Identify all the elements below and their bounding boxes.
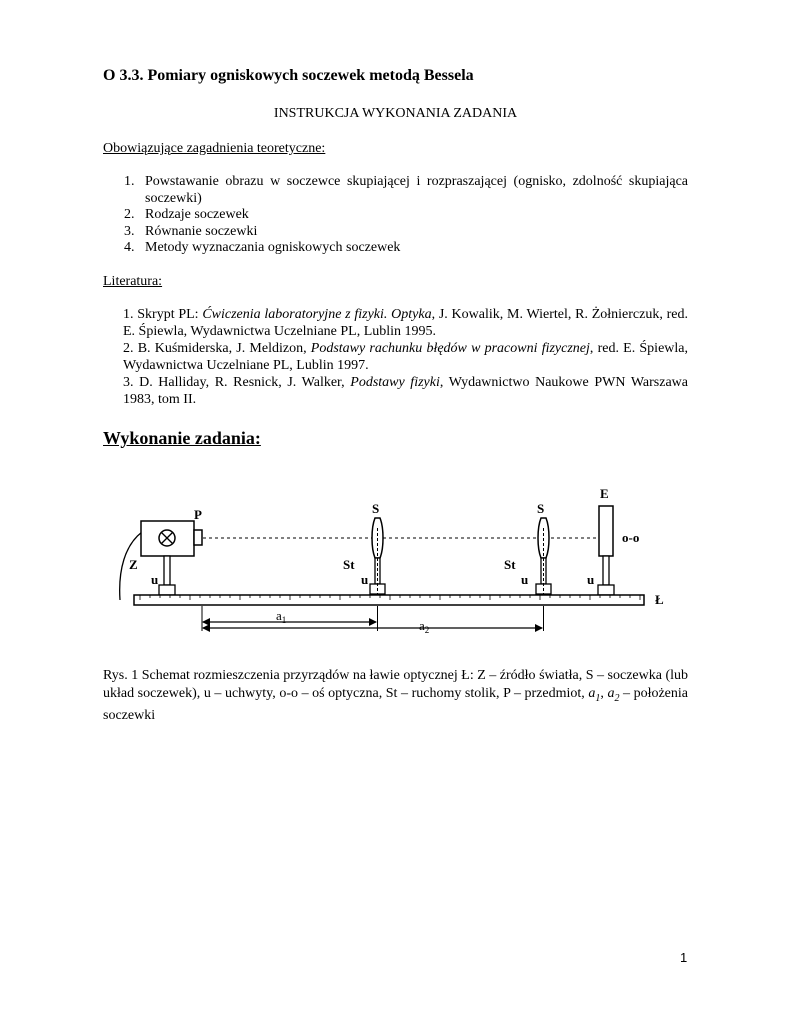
object-slide [194,530,202,545]
optical-bench-diagram [0,470,791,645]
list-item [103,207,688,224]
references [123,306,688,408]
list-item-text: Metody wyznaczania ogniskowych soczewek [145,240,401,255]
subtitle: INSTRUKCJA WYKONANIA ZADANIA [273,106,518,121]
label-s1: S [372,501,380,516]
literature-heading: Literatura: [103,274,163,289]
reference-authors: 3. D. Halliday, R. Resnick, J. Walker, [123,375,351,390]
label-a1-main: a [276,608,282,623]
caption-tail: – położenia soczewki [103,685,689,723]
source-post [164,556,170,585]
caption-text: Rys. 1 Schemat rozmieszczenia przyrządów na ławie optycznej Ł: Z – źródło światła, S – soczewka (lub układ soczewek), u – uchwyty, o-o – oś optyczna, St – ruchomy stolik, P – przedmiot, [103,668,688,701]
label-e: E [600,486,609,501]
topics-list [103,174,688,257]
list-item-number: 3. [124,223,135,239]
reference-details: , J. Kowalik, M. Wiertel, R. Żołnierczuk, red. E. Śpiewla, Wydawnictwa Uczelniane PL, Lublin 1995. [123,307,688,339]
reference-details: , red. E. Śpiewla, Wydawnictwa Uczelniane PL, Lublin 1997. [123,341,688,373]
label-a2-subscript: 2 [424,625,430,635]
label-u4: u [587,572,595,587]
caption-a2: a [607,685,615,701]
page-title: O 3.3. Pomiary ogniskowych soczewek metodą Bessela [103,67,474,84]
label-s2: S [537,501,545,516]
label-u2: u [361,572,369,587]
list-item-text: Rodzaje soczewek [145,207,249,222]
label-a1-subscript: 1 [281,615,287,625]
page-number: 1 [680,950,688,965]
label-u3: u [521,572,529,587]
caption-separator: , [600,685,608,701]
label-a2 [419,618,429,635]
reference-title: Ćwiczenia laboratoryjne z fizyki. Optyka [202,307,432,322]
label-a1 [276,608,286,625]
reference-item [123,374,688,408]
reference-details: , Wydawnictwo Naukowe PWN Warszawa 1983, tom II. [123,375,688,407]
optical-bench [134,595,644,605]
reference-authors: 1. Skrypt PL: [123,307,203,322]
caption-a2-subscript: 2 [614,692,620,704]
reference-item [123,306,688,340]
execution-heading: Wykonanie zadania: [103,428,261,448]
screen-e [599,506,613,556]
list-item [103,224,688,241]
list-item-number: 4. [124,240,135,255]
list-item [103,240,688,257]
label-a2-main: a [419,618,425,633]
caption-a1-subscript: 1 [595,692,601,704]
topics-heading: Obowiązujące zagadnienia teoretyczne: [103,141,326,156]
caption-a1: a [588,685,596,701]
list-item-number: 1. [124,174,135,189]
label-st2: St [504,557,516,572]
list-item [103,174,688,207]
reference-title: Podstawy fizyki [350,375,440,390]
holder-u1 [159,585,175,595]
holder-u4 [598,585,614,595]
label-z: Z [129,557,138,572]
screen-post [603,556,609,585]
label-optical-axis: o-o [622,530,640,545]
label-st1: St [343,557,355,572]
list-item-text: Powstawanie obrazu w soczewce skupiającej i rozpraszającej (ognisko, zdolność skupiająca soczewki) [145,174,688,206]
reference-title: Podstawy rachunku błędów w pracowni fizycznej [310,341,590,356]
list-item-text: Równanie soczewki [145,223,258,239]
figure-caption [103,667,688,724]
label-bench: Ł [655,592,664,607]
reference-item [123,340,688,374]
reference-authors: 2. B. Kuśmiderska, J. Meldizon, [123,341,311,356]
label-u1: u [151,572,159,587]
label-p: P [194,507,202,522]
list-item-number: 2. [124,207,135,222]
